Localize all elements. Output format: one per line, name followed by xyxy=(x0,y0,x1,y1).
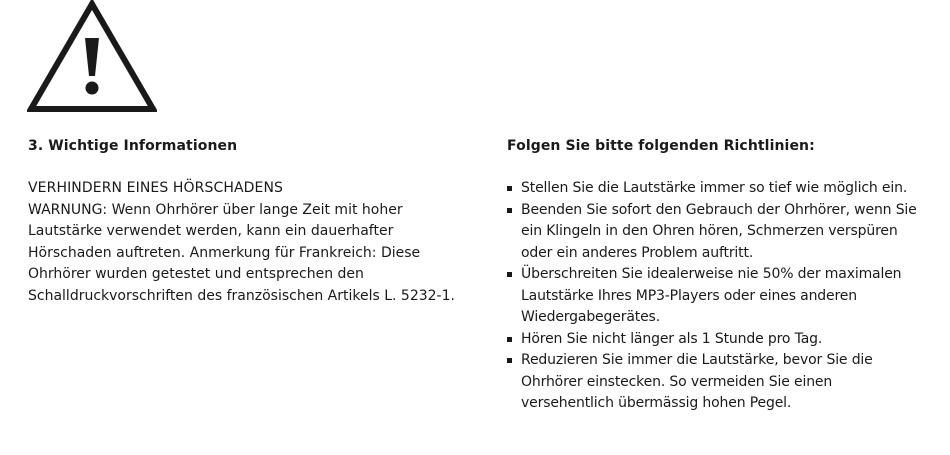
guidelines-column xyxy=(507,136,927,415)
list-item-text: Reduzieren Sie immer die Lautstärke, bevor Sie die Ohrhörer einstecken. So vermeiden Sie einen versehentlich übermässig hohen Pegel. xyxy=(521,352,873,411)
list-item xyxy=(507,329,927,351)
bullet-icon xyxy=(507,272,512,277)
warning-text: WARNUNG: Wenn Ohrhörer über lange Zeit mit hoher Lautstärke verwendet werden, kann ein dauerhafter Hörschaden auftreten. Anmerkung für Frankreich: Diese Ohrhörer wurden getestet und entsprechen den Schalldruckvorschriften des französischen Artikels L. 5232-1. xyxy=(28,201,455,304)
list-item-text: Beenden Sie sofort den Gebrauch der Ohrhörer, wenn Sie ein Klingeln in den Ohren hören, Schmerzen verspüren oder ein anderes Problem auftritt. xyxy=(521,201,917,261)
list-item xyxy=(507,350,927,415)
bullet-icon xyxy=(507,358,512,363)
warning-triangle-icon xyxy=(27,0,157,114)
list-item xyxy=(507,178,927,200)
guidelines-title: Folgen Sie bitte folgenden Richtlinien: xyxy=(507,138,815,154)
list-item-text: Hören Sie nicht länger als 1 Stunde pro Tag. xyxy=(521,330,823,347)
warning-title: VERHINDERN EINES HÖRSCHADENS xyxy=(28,180,284,196)
list-item xyxy=(507,200,927,265)
bullet-icon xyxy=(507,186,512,191)
list-item-text: Überschreiten Sie idealerweise nie 50% der maximalen Lautstärke Ihres MP3-Players oder eines anderen Wiedergabegerätes. xyxy=(521,266,902,325)
guidelines-list xyxy=(507,178,927,415)
list-item xyxy=(507,264,927,329)
list-item-text: Stellen Sie die Lautstärke immer so tief wie möglich ein. xyxy=(521,180,908,196)
warning-info-column xyxy=(28,136,468,307)
bullet-icon xyxy=(507,208,512,213)
section-title: 3. Wichtige Informationen xyxy=(28,138,238,154)
bullet-icon xyxy=(507,337,512,342)
